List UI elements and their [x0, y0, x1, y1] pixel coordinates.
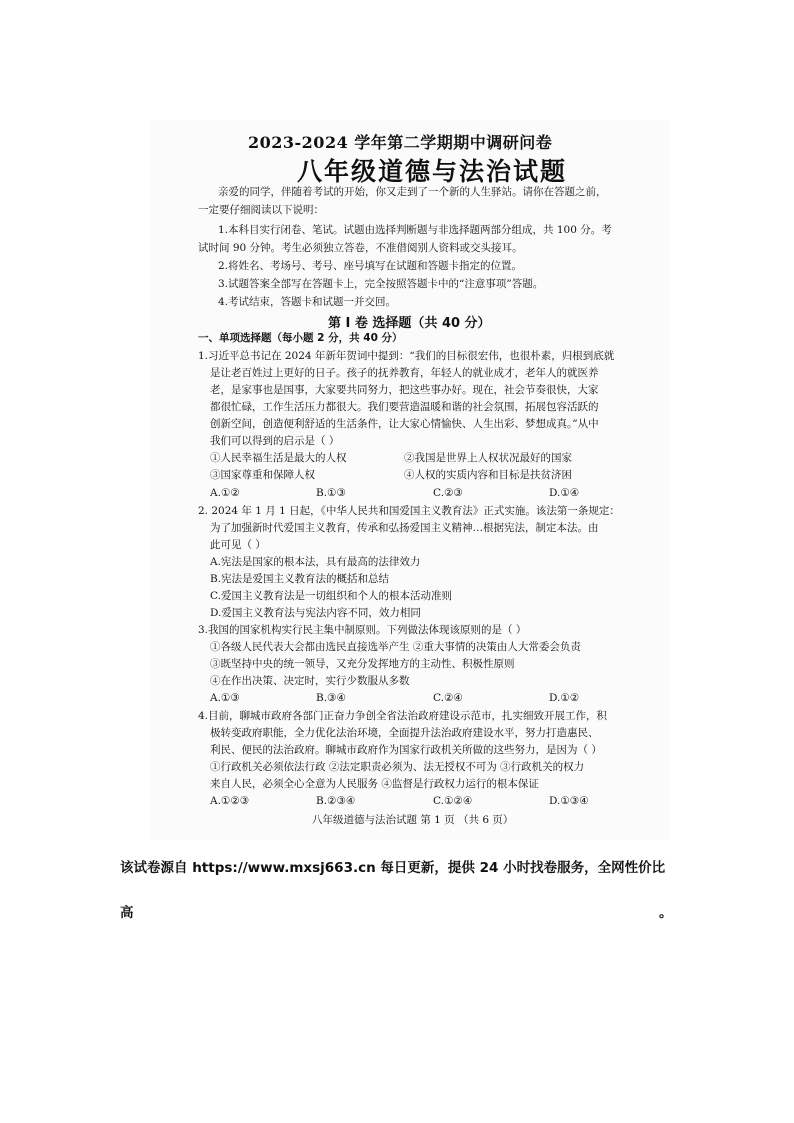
- q3-option-d: D.①②: [549, 692, 580, 704]
- q1-line3: 老，是家事也是国事，大家要共同努力，把这些事办好。现在，社会节奏很快，大家: [210, 384, 599, 396]
- q2-option-a: A.宪法是国家的根本法，具有最高的法律效力: [210, 556, 421, 568]
- q2-option-d: D.爱国主义教育法与宪法内容不同，效力相同: [210, 607, 421, 619]
- q4-line4: ①行政机关必须依法行政 ②法定职责必须为、法无授权不可为 ③行政机关的权力: [210, 761, 585, 773]
- q4-line2: 极转变政府职能，全力优化法治环境，全面提升法治政府建设水平，努力打造惠民、: [210, 727, 599, 739]
- q1-statement-1: ①人民幸福生活是最大的人权: [210, 452, 347, 464]
- page-footer: 八年级道德与法治试题 第 1 页 （共 6 页）: [312, 814, 514, 826]
- q4-option-d: D.①③④: [549, 795, 589, 807]
- q1-line4: 都很忙碌，工作生活压力都很大。我们要营造温暖和谐的社会氛围，拓展包容活跃的: [210, 401, 599, 413]
- q1-statement-4: ④人权的实质内容和目标是扶贫济困: [404, 469, 572, 481]
- rule-3: 3.试题答案全部写在答题卡上，完全按照答题卡中的“注意事项”答题。: [218, 278, 544, 290]
- q2-line1: 2. 2024 年 1 月 1 日起，《中华人民共和国爱国主义教育法》正式实施。该法第一条规定：: [198, 505, 620, 517]
- intro-greeting-line2: 一定要仔细阅读以下说明：: [198, 204, 324, 216]
- q1-line6: 我们可以得到的启示是（ ）: [210, 435, 340, 447]
- section-title: 第 I 卷 选择题（共 40 分）: [328, 316, 491, 331]
- rule-4: 4.考试结束，答题卡和试题一并交回。: [218, 296, 397, 308]
- q3-statement-3: ③既坚持中央的统一领导，又充分发挥地方的主动性、积极性原则: [210, 658, 515, 670]
- q4-line1: 4.目前，聊城市政府各部门正奋力争创全省法治政府建设示范市，扎实细致开展工作，积: [198, 710, 608, 722]
- q3-line1: 3.我国的国家机构实行民主集中制原则。下列做法体现该原则的是（ ）: [198, 624, 527, 636]
- q2-line2: 为了加强新时代爱国主义教育，传承和弘扬爱国主义精神…根据宪法，制定本法。由: [210, 522, 599, 534]
- q4-line5: 来自人民，必须全心全意为人民服务 ④监督是行政权力运行的根本保证: [210, 778, 539, 790]
- rule-1-line2: 试时间 90 分钟。考生必须独立答卷，不准借阅别人资料或交头接耳。: [198, 242, 523, 254]
- rule-2: 2.将姓名、考场号、考号、座号填写在试题和答题卡指定的位置。: [218, 260, 523, 272]
- q1-line1: 1.习近平总书记在 2024 年新年贺词中提到：“我们的目标很宏伟，也很朴素，归根到底就: [198, 350, 615, 362]
- exam-subject-title: 八年级道德与法治试题: [297, 157, 568, 186]
- source-notice-line1: 该试卷源自 https://www.mxsj663.cn 每日更新，提供 24 小时找卷服务，全网性价比: [120, 860, 666, 876]
- q1-line2: 是让老百姓过上更好的日子。孩子的抚养教育，年轻人的就业成才，老年人的就医养: [210, 367, 599, 379]
- q1-option-d: D.①④: [549, 487, 580, 499]
- q4-option-a: A.①②③: [210, 795, 250, 807]
- part-heading: 一、单项选择题（每小题 2 分，共 40 分）: [198, 332, 403, 344]
- rule-1-line1: 1.本科目实行闭卷、笔试。试题由选择判断题与非选择题两部分组成，共 100 分。考: [218, 224, 612, 236]
- q1-line5: 创新空间，创造便利舒适的生活条件，让大家心情愉快、人生出彩、梦想成真。”从中: [210, 418, 599, 430]
- q3-statement-4: ④在作出决策、决定时，实行少数服从多数: [210, 675, 410, 687]
- q4-line3: 利民、便民的法治政府。聊城市政府作为国家行政机关所做的这些努力，是因为（ ）: [210, 744, 602, 756]
- q1-option-c: C.②③: [433, 487, 463, 499]
- source-notice-line2: 高: [120, 905, 134, 921]
- q3-option-b: B.③④: [316, 692, 346, 704]
- q2-option-c: C.爱国主义教育法是一切组织和个人的根本活动准则: [210, 590, 452, 602]
- intro-greeting-line1: 亲爱的同学，伴随着考试的开始，你又走到了一个新的人生驿站。请你在答题之前，: [218, 186, 607, 198]
- q1-option-a: A.①②: [210, 487, 240, 499]
- exam-term-title: 2023-2024 学年第二学期期中调研问卷: [248, 133, 553, 152]
- q1-option-b: B.①③: [316, 487, 346, 499]
- q4-option-b: B.②③④: [316, 795, 356, 807]
- source-notice-period: 。: [659, 905, 673, 921]
- q2-line3: 此可见（ ）: [210, 539, 266, 551]
- q3-statements-1-2: ①各级人民代表大会都由选民直接选举产生 ②重大事情的决策由人大常委会负责: [210, 641, 581, 653]
- q3-option-c: C.②④: [433, 692, 463, 704]
- q2-option-b: B.宪法是爱国主义教育法的概括和总结: [210, 573, 390, 585]
- q3-option-a: A.①③: [210, 692, 240, 704]
- q1-statement-2: ②我国是世界上人权状况最好的国家: [404, 452, 572, 464]
- q1-statement-3: ③国家尊重和保障人权: [210, 469, 315, 481]
- q4-option-c: C.①②④: [433, 795, 473, 807]
